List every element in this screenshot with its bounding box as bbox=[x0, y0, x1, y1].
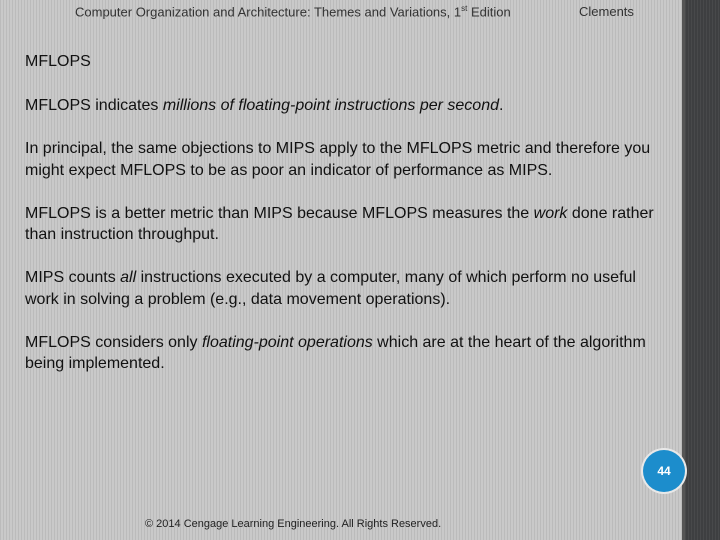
emphasis-text: work bbox=[533, 204, 568, 222]
author-name: Clements bbox=[579, 4, 634, 19]
body-paragraph bbox=[25, 95, 665, 117]
slide-body bbox=[25, 95, 665, 396]
paragraph-text: MFLOPS considers only bbox=[25, 333, 202, 351]
paragraph-text: In principal, the same objections to MIPS apply to the MFLOPS metric and therefore you might expect MFLOPS to be as poor an indicator of performance as MIPS. bbox=[25, 140, 651, 179]
paragraph-text: instructions executed by a computer, many of which perform no useful work in solving a problem (e.g., data movement operations). bbox=[25, 269, 636, 308]
emphasis-text: all bbox=[120, 269, 137, 286]
slide-title: MFLOPS bbox=[25, 53, 91, 70]
body-paragraph bbox=[25, 203, 665, 246]
paragraph-text: which are at the heart of the algorithm being implemented. bbox=[25, 333, 646, 372]
copyright-footer: © 2014 Cengage Learning Engineering. All Rights Reserved. bbox=[145, 518, 442, 530]
body-paragraph bbox=[25, 267, 665, 310]
paragraph-text: MFLOPS indicates bbox=[25, 97, 163, 114]
slide-header bbox=[0, 4, 685, 22]
paragraph-text: done rather than instruction throughput. bbox=[25, 204, 654, 243]
emphasis-text: millions of floating-point instructions per second bbox=[162, 97, 499, 114]
page-number-badge: 44 bbox=[643, 450, 685, 492]
right-decorative-band bbox=[685, 0, 720, 540]
paragraph-text: MIPS counts bbox=[25, 269, 121, 286]
body-paragraph bbox=[25, 332, 665, 375]
paragraph-text: . bbox=[499, 97, 504, 114]
book-title: Computer Organization and Architecture: Themes and Variations, 1st Edition bbox=[75, 4, 511, 20]
body-paragraph bbox=[25, 138, 665, 181]
emphasis-text: floating-point operations bbox=[201, 333, 373, 351]
paragraph-text: MFLOPS is a better metric than MIPS because MFLOPS measures the bbox=[25, 204, 534, 222]
